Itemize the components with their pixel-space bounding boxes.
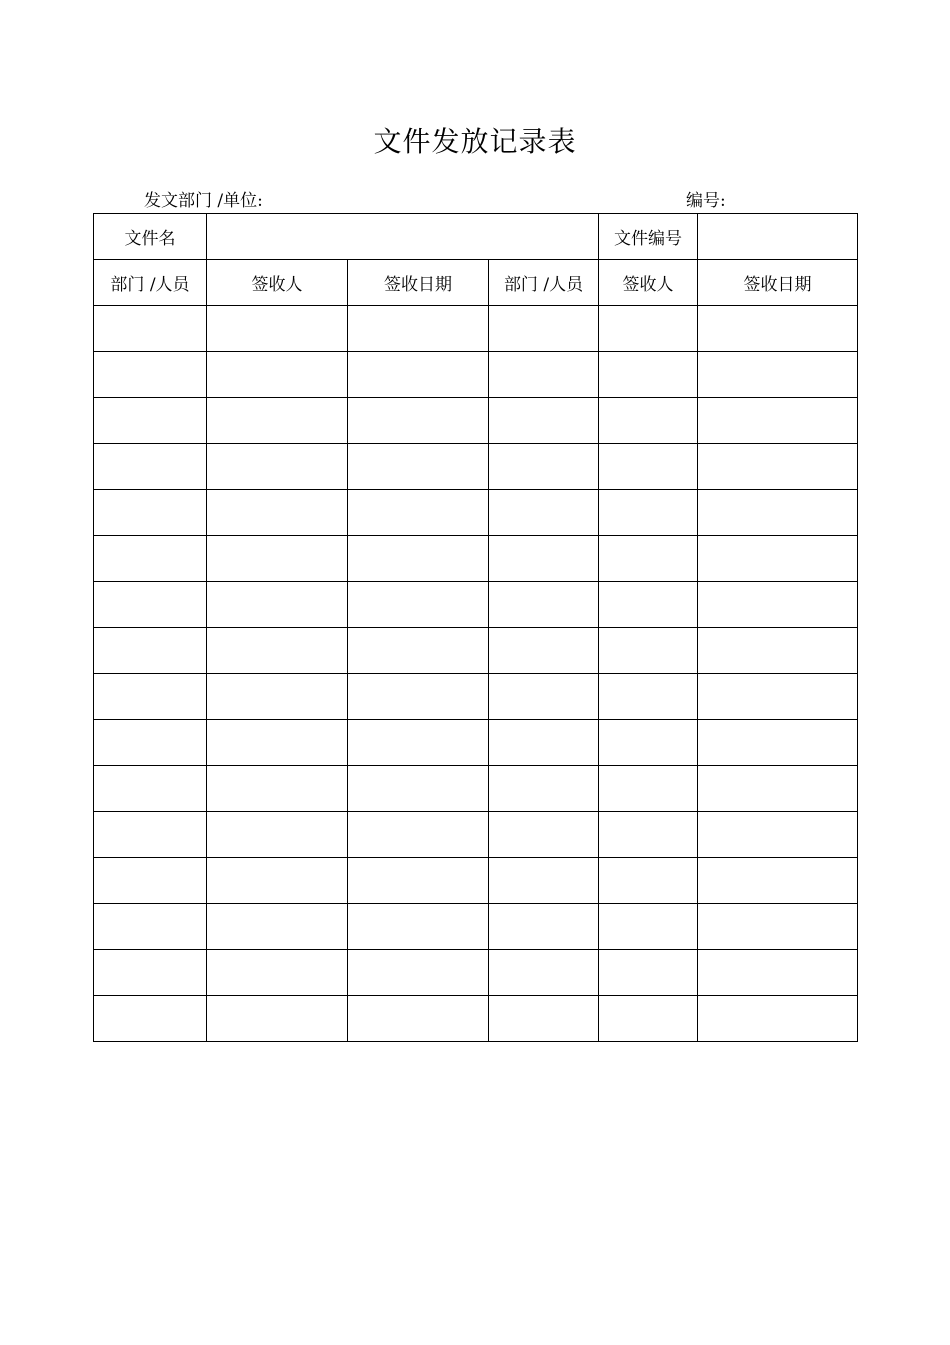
- signer-cell[interactable]: [207, 720, 348, 766]
- dept-cell[interactable]: [94, 490, 207, 536]
- date-cell[interactable]: [698, 720, 858, 766]
- date-cell[interactable]: [348, 950, 489, 996]
- table-row: [94, 352, 858, 398]
- column-header-signer-1: 签收人: [207, 260, 348, 306]
- signer-cell[interactable]: [599, 950, 698, 996]
- dept-cell[interactable]: [94, 858, 207, 904]
- dept-cell[interactable]: [94, 674, 207, 720]
- signer-cell[interactable]: [599, 720, 698, 766]
- record-table: [93, 213, 858, 1042]
- dept-cell[interactable]: [489, 582, 599, 628]
- dept-cell[interactable]: [94, 582, 207, 628]
- dept-cell[interactable]: [94, 306, 207, 352]
- dept-cell[interactable]: [94, 398, 207, 444]
- date-cell[interactable]: [348, 720, 489, 766]
- date-cell[interactable]: [348, 582, 489, 628]
- signer-cell[interactable]: [207, 674, 348, 720]
- signer-cell[interactable]: [207, 904, 348, 950]
- dept-cell[interactable]: [489, 306, 599, 352]
- column-header-row: [94, 260, 858, 306]
- column-header-date-1: 签收日期: [348, 260, 489, 306]
- signer-cell[interactable]: [207, 628, 348, 674]
- dept-cell[interactable]: [94, 904, 207, 950]
- dept-cell[interactable]: [94, 720, 207, 766]
- date-cell[interactable]: [348, 398, 489, 444]
- date-cell[interactable]: [348, 812, 489, 858]
- signer-cell[interactable]: [207, 490, 348, 536]
- signer-cell[interactable]: [207, 766, 348, 812]
- date-cell[interactable]: [698, 858, 858, 904]
- signer-cell[interactable]: [599, 444, 698, 490]
- signer-cell[interactable]: [599, 490, 698, 536]
- date-cell[interactable]: [348, 444, 489, 490]
- column-header-date-2: 签收日期: [698, 260, 858, 306]
- table-row: [94, 398, 858, 444]
- dept-cell[interactable]: [489, 950, 599, 996]
- signer-cell[interactable]: [599, 674, 698, 720]
- date-cell[interactable]: [698, 306, 858, 352]
- dept-cell[interactable]: [94, 812, 207, 858]
- dept-cell[interactable]: [94, 444, 207, 490]
- table-row: [94, 766, 858, 812]
- dept-cell[interactable]: [489, 490, 599, 536]
- column-header-dept-2: 部门 /人员: [489, 260, 599, 306]
- date-cell[interactable]: [348, 306, 489, 352]
- dept-cell[interactable]: [489, 720, 599, 766]
- table-row: [94, 628, 858, 674]
- dept-cell[interactable]: [489, 444, 599, 490]
- signer-cell[interactable]: [599, 352, 698, 398]
- dept-label: 发文部门 /单位:: [144, 191, 263, 211]
- dept-cell[interactable]: [94, 536, 207, 582]
- signer-cell[interactable]: [599, 582, 698, 628]
- table-row: [94, 904, 858, 950]
- table-row: [94, 674, 858, 720]
- file-number-field[interactable]: [698, 214, 858, 260]
- date-cell[interactable]: [348, 628, 489, 674]
- file-info-row: [94, 214, 858, 260]
- column-header-signer-2: 签收人: [599, 260, 698, 306]
- dept-cell[interactable]: [94, 628, 207, 674]
- dept-cell[interactable]: [489, 628, 599, 674]
- date-cell[interactable]: [698, 536, 858, 582]
- date-cell[interactable]: [698, 674, 858, 720]
- date-cell[interactable]: [698, 398, 858, 444]
- date-cell[interactable]: [698, 904, 858, 950]
- date-cell[interactable]: [698, 766, 858, 812]
- file-number-label: 文件编号: [599, 214, 698, 260]
- dept-cell[interactable]: [489, 996, 599, 1042]
- number-label: 编号:: [686, 191, 726, 211]
- table-row: [94, 996, 858, 1042]
- date-cell[interactable]: [348, 536, 489, 582]
- dept-cell[interactable]: [489, 904, 599, 950]
- dept-cell[interactable]: [94, 352, 207, 398]
- dept-cell[interactable]: [489, 766, 599, 812]
- dept-cell[interactable]: [489, 858, 599, 904]
- page-title: 文件发放记录表: [373, 125, 577, 158]
- file-name-field[interactable]: [207, 214, 599, 260]
- dept-cell[interactable]: [489, 352, 599, 398]
- date-cell[interactable]: [698, 996, 858, 1042]
- signer-cell[interactable]: [207, 812, 348, 858]
- table-row: [94, 720, 858, 766]
- date-cell[interactable]: [698, 950, 858, 996]
- signer-cell[interactable]: [207, 858, 348, 904]
- signer-cell[interactable]: [599, 812, 698, 858]
- signer-cell[interactable]: [207, 398, 348, 444]
- table-row: [94, 444, 858, 490]
- date-cell[interactable]: [698, 490, 858, 536]
- dept-cell[interactable]: [489, 812, 599, 858]
- signer-cell[interactable]: [599, 904, 698, 950]
- date-cell[interactable]: [348, 490, 489, 536]
- signer-cell[interactable]: [207, 582, 348, 628]
- date-cell[interactable]: [698, 812, 858, 858]
- signer-cell[interactable]: [207, 950, 348, 996]
- table-row: [94, 858, 858, 904]
- table-row: [94, 812, 858, 858]
- dept-cell[interactable]: [94, 950, 207, 996]
- signer-cell[interactable]: [207, 352, 348, 398]
- date-cell[interactable]: [348, 996, 489, 1042]
- dept-cell[interactable]: [94, 996, 207, 1042]
- signer-cell[interactable]: [207, 536, 348, 582]
- date-cell[interactable]: [348, 766, 489, 812]
- signer-cell[interactable]: [599, 306, 698, 352]
- date-cell[interactable]: [348, 904, 489, 950]
- signer-cell[interactable]: [599, 628, 698, 674]
- date-cell[interactable]: [348, 674, 489, 720]
- date-cell[interactable]: [348, 352, 489, 398]
- file-name-label: 文件名: [94, 214, 207, 260]
- date-cell[interactable]: [698, 582, 858, 628]
- signer-cell[interactable]: [599, 398, 698, 444]
- date-cell[interactable]: [698, 352, 858, 398]
- table-row: [94, 536, 858, 582]
- table-row: [94, 950, 858, 996]
- date-cell[interactable]: [698, 628, 858, 674]
- signer-cell[interactable]: [207, 444, 348, 490]
- dept-cell[interactable]: [489, 674, 599, 720]
- table-row: [94, 582, 858, 628]
- column-header-dept-1: 部门 /人员: [94, 260, 207, 306]
- date-cell[interactable]: [698, 444, 858, 490]
- dept-cell[interactable]: [489, 536, 599, 582]
- signer-cell[interactable]: [599, 766, 698, 812]
- signer-cell[interactable]: [207, 306, 348, 352]
- dept-cell[interactable]: [489, 398, 599, 444]
- table-row: [94, 490, 858, 536]
- date-cell[interactable]: [348, 858, 489, 904]
- table-row: [94, 306, 858, 352]
- signer-cell[interactable]: [599, 536, 698, 582]
- signer-cell[interactable]: [599, 858, 698, 904]
- signer-cell[interactable]: [207, 996, 348, 1042]
- dept-cell[interactable]: [94, 766, 207, 812]
- signer-cell[interactable]: [599, 996, 698, 1042]
